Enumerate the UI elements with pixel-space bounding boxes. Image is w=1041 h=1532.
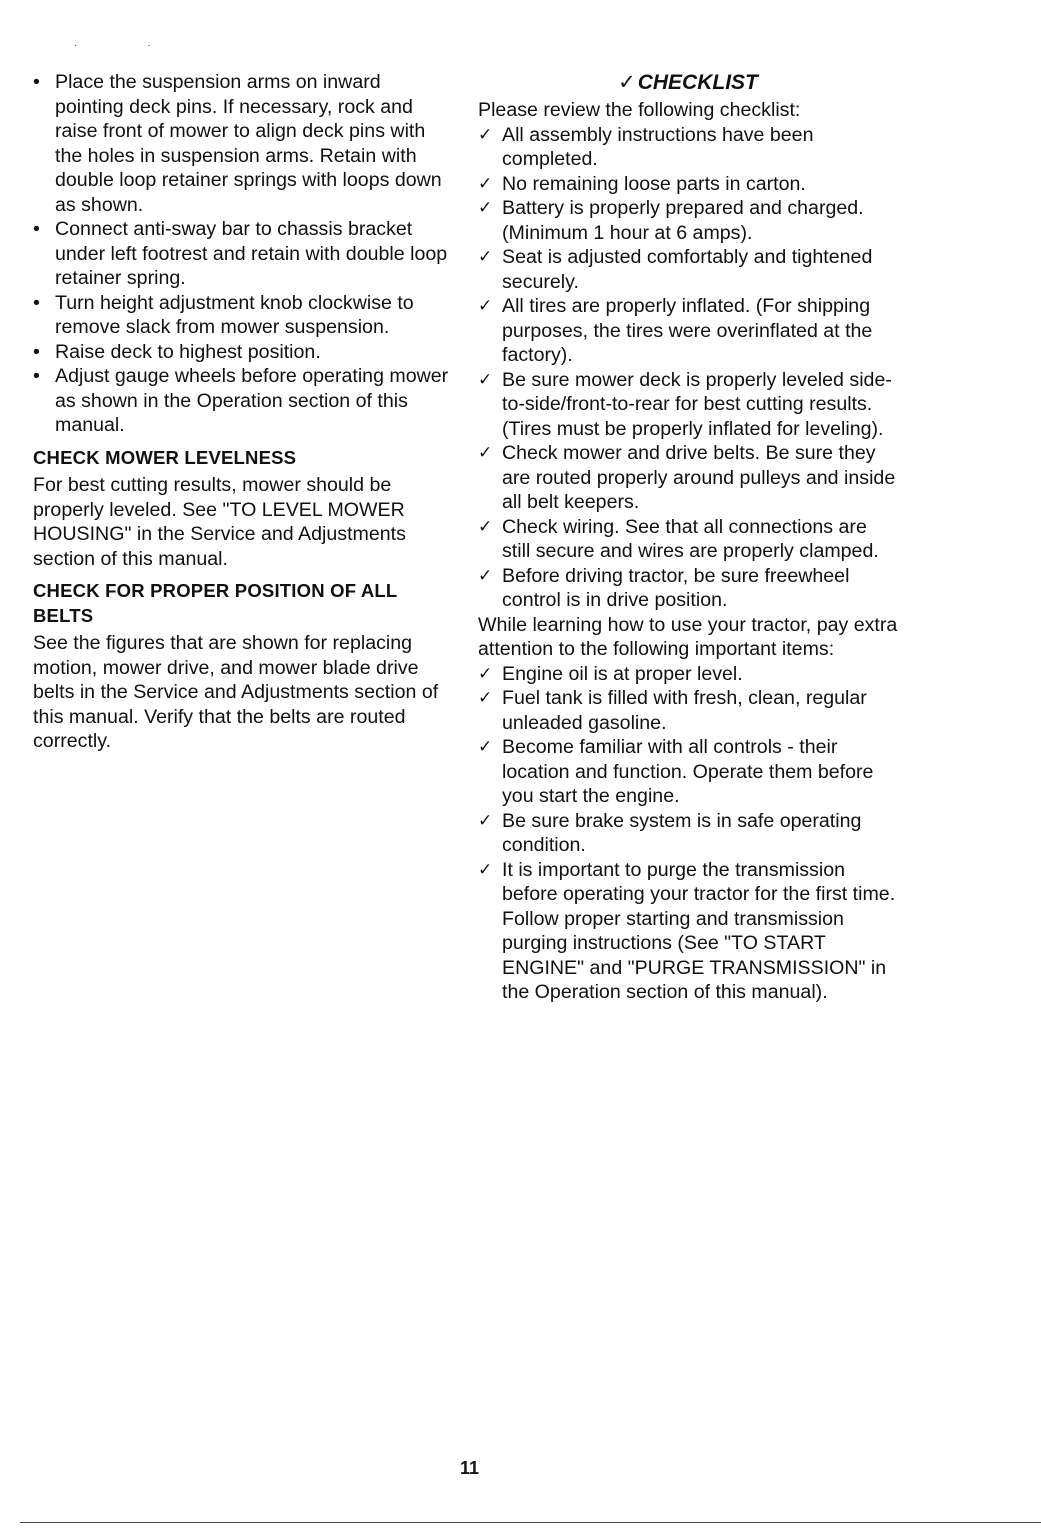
- left-column: [33, 70, 451, 754]
- checklist-title: [478, 70, 898, 96]
- checklist-item: ✓ All assembly instructions have been completed.: [478, 123, 898, 172]
- checklist-item: ✓ Check mower and drive belts. Be sure they are routed properly around pulleys and inside all belt keepers.: [478, 441, 898, 515]
- checklist-item: ✓ All tires are properly inflated. (For shipping purposes, the tires were overinflated at the factory).: [478, 294, 898, 368]
- checklist-item: ✓ Battery is properly prepared and charged. (Minimum 1 hour at 6 amps).: [478, 196, 898, 245]
- checklist-item: ✓ No remaining loose parts in carton.: [478, 172, 898, 197]
- section-heading-belts: CHECK FOR PROPER POSITION OF ALL BELTS: [33, 580, 398, 626]
- learning-item: ✓ Become familiar with all controls - their location and function. Operate them before you start the engine.: [478, 735, 898, 809]
- page-number: 11: [460, 1458, 480, 1478]
- assembly-step: • Connect anti-sway bar to chassis bracket under left footrest and retain with double loop retainer spring.: [33, 217, 451, 291]
- assembly-step: • Turn height adjustment knob clockwise to remove slack from mower suspension.: [33, 291, 451, 340]
- learning-intro: While learning how to use your tractor, pay extra attention to the following important items:: [478, 613, 898, 660]
- checklist-item: ✓ Before driving tractor, be sure freewheel control is in drive position.: [478, 564, 898, 613]
- checklist-title-text: CHECKLIST: [637, 71, 758, 94]
- learning-items-list: [478, 662, 898, 1005]
- assembly-step: • Place the suspension arms on inward pointing deck pins. If necessary, rock and raise front of mower to align deck pins with the holes in suspension arms. Retain with double loop retainer springs with loops down as shown.: [33, 70, 451, 217]
- assembly-step: • Raise deck to highest position.: [33, 340, 451, 365]
- bottom-divider: [20, 1522, 1041, 1523]
- right-column: [478, 70, 898, 1005]
- learning-item: ✓ Be sure brake system is in safe operating condition.: [478, 809, 898, 858]
- checklist-intro: Please review the following checklist:: [478, 99, 801, 121]
- section-heading-mower-levelness: CHECK MOWER LEVELNESS: [33, 446, 297, 468]
- section-body-belts: See the figures that are shown for replacing motion, mower drive, and mower blade drive belts in the Service and Adjustments section of this manual. Verify that the belts are routed correctly.: [33, 632, 439, 752]
- checklist: [478, 123, 898, 613]
- learning-item: ✓ Fuel tank is filled with fresh, clean, regular unleaded gasoline.: [478, 686, 898, 735]
- checklist-item: ✓ Check wiring. See that all connections are still secure and wires are properly clamped.: [478, 515, 898, 564]
- scan-specks: ··: [74, 40, 221, 51]
- assembly-step: • Adjust gauge wheels before operating mower as shown in the Operation section of this manual.: [33, 364, 451, 438]
- section-body-mower-levelness: For best cutting results, mower should be properly leveled. See "TO LEVEL MOWER HOUSING" in the Service and Adjustments section of this manual.: [33, 474, 406, 570]
- learning-item: ✓ It is important to purge the transmission before operating your tractor for the first time. Follow proper starting and transmission purging instructions (See "TO START ENGINE" and "PURGE TRANSMISSION" in the Operation section of this manual).: [478, 858, 898, 1005]
- learning-item: ✓ Engine oil is at proper level.: [478, 662, 898, 687]
- assembly-steps-list: [33, 70, 451, 438]
- checklist-item: ✓ Seat is adjusted comfortably and tightened securely.: [478, 245, 898, 294]
- checklist-item: ✓ Be sure mower deck is properly leveled side-to-side/front-to-rear for best cutting results. (Tires must be properly inflated for leveling).: [478, 368, 898, 442]
- checkmark-icon: ✓: [618, 71, 636, 94]
